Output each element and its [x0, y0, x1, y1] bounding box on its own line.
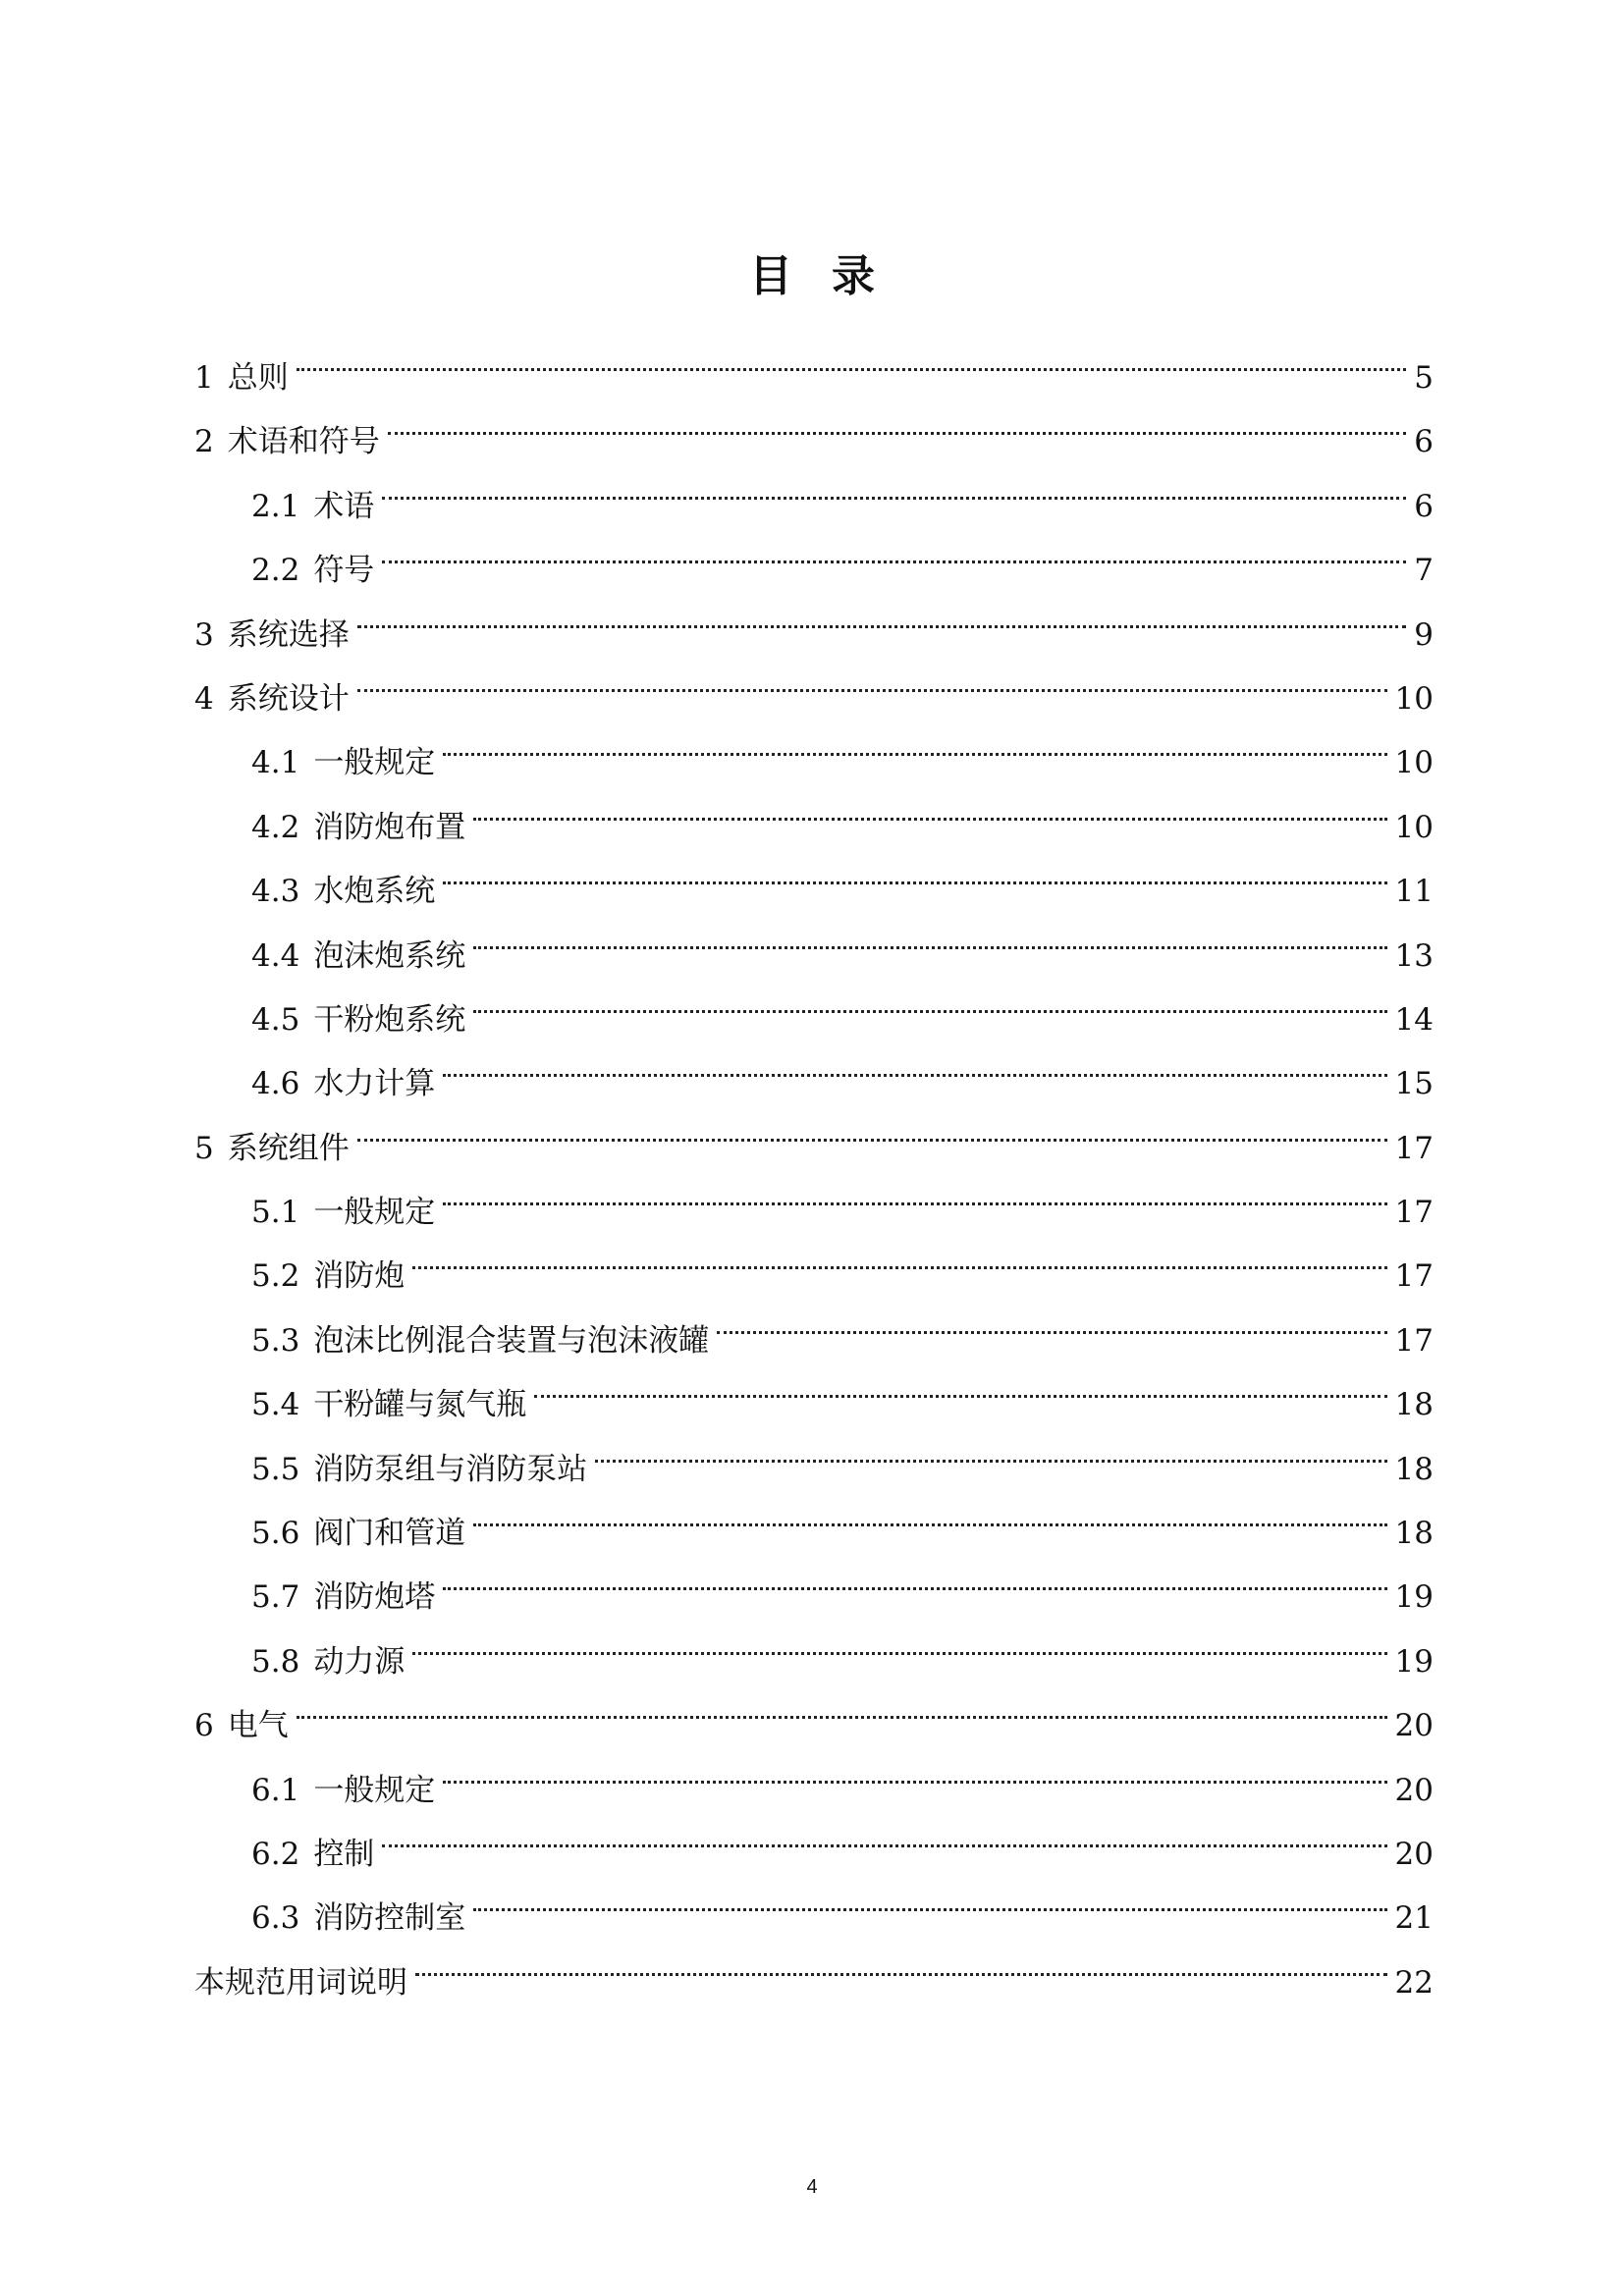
toc-entry-page: 18	[1394, 1516, 1434, 1552]
toc-entry-label: 消防泵组与消防泵站	[313, 1451, 588, 1487]
toc-entry-label: 泡沫比例混合装置与泡沫液罐	[313, 1322, 710, 1359]
toc-dot-leader	[388, 388, 1406, 452]
toc-entry[interactable]	[194, 1672, 1434, 1744]
toc-entry-label: 阀门和管道	[313, 1516, 466, 1552]
toc-entry-page: 10	[1394, 745, 1434, 781]
toc-entry-number: 6	[194, 1708, 214, 1744]
toc-entry-label: 术语	[313, 488, 375, 524]
toc-entry-label: 消防炮布置	[313, 809, 466, 845]
toc-entry-page: 17	[1394, 1258, 1434, 1295]
toc-dot-leader	[297, 324, 1406, 388]
toc-dot-leader	[473, 774, 1386, 837]
toc-entry-number: 1	[194, 360, 214, 396]
toc-dot-leader	[443, 1158, 1386, 1222]
toc-dot-leader	[443, 1030, 1386, 1094]
toc-dot-leader	[717, 1287, 1386, 1351]
toc-entry-number: 5.8	[251, 1643, 300, 1680]
toc-entry-number: 6.2	[251, 1836, 300, 1872]
toc-entry-number: 4.3	[251, 874, 300, 910]
toc-entry[interactable]	[194, 709, 1434, 781]
toc-entry-number: 5	[194, 1130, 214, 1166]
toc-entry-label: 一般规定	[313, 1772, 436, 1808]
page-title	[0, 247, 1624, 306]
page-number: 4	[806, 2176, 818, 2198]
toc-dot-leader	[473, 1864, 1386, 1928]
toc-dot-leader	[382, 516, 1406, 580]
toc-entry-label: 消防炮塔	[313, 1579, 436, 1616]
toc-entry-label: 总则	[227, 360, 289, 396]
toc-entry-page: 15	[1394, 1066, 1434, 1102]
toc-entry-label: 消防控制室	[313, 1900, 466, 1937]
toc-entry-page: 14	[1394, 1001, 1434, 1038]
title-char-1: 目	[749, 251, 792, 301]
toc-dot-leader	[382, 453, 1406, 516]
toc-entry-number: 5.7	[251, 1579, 300, 1616]
toc-entry-label: 系统组件	[227, 1130, 350, 1166]
toc-entry-number: 4.4	[251, 937, 300, 974]
toc-entry-page: 10	[1394, 809, 1434, 845]
toc-entry-page: 6	[1414, 488, 1434, 524]
toc-entry-label: 泡沫炮系统	[313, 937, 466, 974]
toc-entry-page: 7	[1414, 553, 1434, 589]
toc-entry-page: 20	[1394, 1708, 1434, 1744]
toc-entry[interactable]	[194, 516, 1434, 589]
toc-entry[interactable]	[194, 1095, 1434, 1166]
toc-entry-page: 19	[1394, 1579, 1434, 1616]
toc-entry-label: 动力源	[313, 1643, 406, 1680]
toc-dot-leader	[357, 1095, 1387, 1158]
toc-entry[interactable]	[194, 388, 1434, 460]
title-char-2: 录	[832, 251, 875, 301]
toc-entry-page: 18	[1394, 1387, 1434, 1423]
toc-dot-leader	[534, 1351, 1386, 1415]
toc-entry-label: 消防炮	[313, 1258, 406, 1295]
toc-entry-number: 4.6	[251, 1066, 300, 1102]
toc-entry-label: 水力计算	[313, 1066, 436, 1102]
toc-entry-number: 4.5	[251, 1001, 300, 1038]
toc-entry-page: 19	[1394, 1643, 1434, 1680]
toc-entry-page: 18	[1394, 1451, 1434, 1487]
toc-entry-label: 电气	[227, 1708, 289, 1744]
toc-entry-page: 17	[1394, 1130, 1434, 1166]
toc-entry-number: 5.2	[251, 1258, 300, 1295]
toc-entry-page: 6	[1414, 424, 1434, 460]
toc-entry[interactable]	[194, 1158, 1434, 1231]
toc-dot-leader	[595, 1415, 1386, 1479]
toc-dot-leader	[473, 1479, 1386, 1543]
toc-entry-page: 20	[1394, 1836, 1434, 1872]
toc-entry-label: 一般规定	[313, 745, 436, 781]
toc-entry-page: 11	[1394, 874, 1434, 910]
table-of-contents	[194, 324, 1434, 2001]
toc-dot-leader	[443, 1543, 1386, 1607]
toc-dot-leader	[357, 645, 1387, 709]
toc-dot-leader	[443, 709, 1386, 773]
toc-entry-label: 符号	[313, 553, 375, 589]
toc-entry-number: 6.1	[251, 1772, 300, 1808]
toc-entry[interactable]	[194, 645, 1434, 717]
toc-entry-number: 6.3	[251, 1900, 300, 1937]
toc-entry[interactable]	[194, 324, 1434, 396]
toc-entry-page: 10	[1394, 680, 1434, 717]
toc-dot-leader	[415, 1929, 1387, 1993]
toc-entry-number: 5.6	[251, 1516, 300, 1552]
toc-entry-page: 20	[1394, 1772, 1434, 1808]
toc-entry-page: 17	[1394, 1195, 1434, 1231]
toc-dot-leader	[357, 581, 1406, 645]
toc-entry-number: 5.4	[251, 1387, 300, 1423]
toc-entry-label: 控制	[313, 1836, 375, 1872]
toc-entry-label: 系统选择	[227, 616, 350, 653]
toc-dot-leader	[443, 1736, 1386, 1800]
toc-entry-label: 系统设计	[227, 680, 350, 717]
toc-entry-page: 17	[1394, 1322, 1434, 1359]
toc-entry[interactable]	[194, 1736, 1434, 1808]
toc-entry-number: 5.5	[251, 1451, 300, 1487]
toc-entry-label: 本规范用词说明	[194, 1964, 407, 2001]
toc-entry-number: 5.1	[251, 1195, 300, 1231]
toc-entry[interactable]	[194, 581, 1434, 653]
toc-dot-leader	[412, 1222, 1386, 1286]
toc-entry-label: 水炮系统	[313, 874, 436, 910]
toc-dot-leader	[412, 1608, 1386, 1672]
toc-entry[interactable]	[194, 453, 1434, 524]
toc-entry[interactable]	[194, 1864, 1434, 1937]
toc-entry-label: 一般规定	[313, 1195, 436, 1231]
toc-entry-page: 22	[1394, 1964, 1434, 2001]
toc-entry-page: 9	[1414, 616, 1434, 653]
toc-entry-page: 5	[1414, 360, 1434, 396]
toc-dot-leader	[443, 837, 1386, 901]
toc-entry-number: 2.2	[251, 553, 300, 589]
toc-dot-leader	[382, 1800, 1386, 1864]
toc-dot-leader	[473, 966, 1386, 1030]
toc-entry-label: 干粉罐与氮气瓶	[313, 1387, 527, 1423]
toc-dot-leader	[297, 1672, 1387, 1735]
toc-entry-number: 2.1	[251, 488, 300, 524]
toc-entry-number: 5.3	[251, 1322, 300, 1359]
toc-entry-page: 13	[1394, 937, 1434, 974]
toc-entry-number: 3	[194, 616, 214, 653]
toc-entry-number: 4.2	[251, 809, 300, 845]
toc-entry-number: 4	[194, 680, 214, 717]
toc-entry-number: 4.1	[251, 745, 300, 781]
toc-entry-label: 干粉炮系统	[313, 1001, 466, 1038]
toc-entry-page: 21	[1394, 1900, 1434, 1937]
toc-entry-number: 2	[194, 424, 214, 460]
toc-dot-leader	[473, 902, 1386, 966]
toc-entry-label: 术语和符号	[227, 424, 380, 460]
